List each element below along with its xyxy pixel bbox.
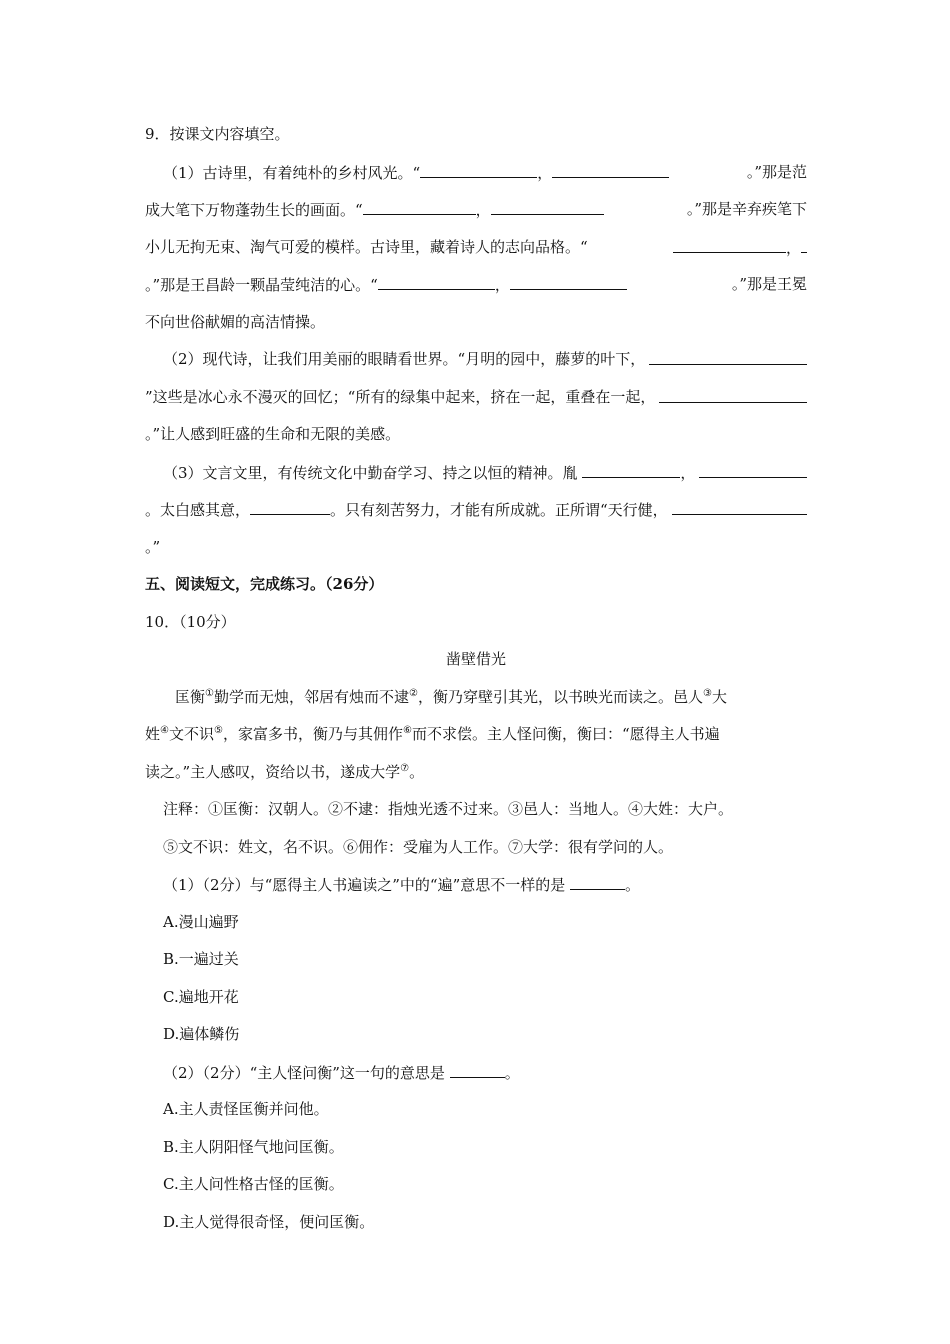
text: ， — [680, 463, 696, 482]
q9-p1-line4 — [145, 272, 807, 310]
text: 匡衡 — [175, 687, 206, 706]
passage-line1 — [145, 685, 807, 723]
text: 。”那是王昌龄一颗晶莹纯洁的心。“ — [145, 276, 378, 294]
q9-p1-line2 — [145, 197, 807, 235]
q9-p3-line1 — [145, 460, 807, 498]
text: 文不识 — [168, 725, 214, 743]
q9-p3-line2 — [145, 497, 807, 535]
text: 。太白感其意， — [145, 501, 251, 519]
text: 。 — [504, 1063, 520, 1082]
q9-p3-line3: 。” — [145, 537, 161, 556]
sub2-option-b[interactable]: B.主人阴阳怪气地问匡衡。 — [163, 1137, 344, 1156]
text: 而不求偿。主人怪问衡，衡曰：“愿得主人书遍 — [411, 725, 720, 743]
text: 。 — [409, 762, 425, 781]
sub1-option-c[interactable]: C.遍地开花 — [163, 987, 239, 1006]
sub2-stem — [145, 1060, 807, 1098]
q10-label: 10．（10分） — [145, 612, 236, 631]
fill-blank[interactable] — [491, 197, 604, 215]
fill-blank[interactable] — [699, 460, 807, 478]
sub1-option-b[interactable]: B.一遍过关 — [163, 950, 239, 968]
fill-blank[interactable] — [363, 197, 476, 215]
text: 。”那是辛弃疾笔下 — [686, 200, 807, 218]
section-heading: 五、阅读短文，完成练习。（26分） — [145, 575, 384, 593]
text: 大 — [711, 687, 727, 706]
fill-blank[interactable] — [672, 497, 807, 515]
text: 小儿无拘无束、淘气可爱的模样。古诗里，藏着诗人的志向品格。“ — [145, 237, 588, 256]
notes-line2: ⑤文不识：姓文，名不识。⑥佣作：受雇为人工作。⑦大学：很有学问的人。 — [163, 837, 674, 856]
footnote-mark: ⑥ — [402, 725, 412, 736]
answer-blank[interactable] — [570, 872, 625, 890]
q9-p2-line2 — [145, 385, 807, 423]
text: 。只有刻苦努力，才能有所成就。正所谓“天行健， — [330, 501, 668, 519]
fill-blank[interactable] — [552, 160, 669, 178]
text: ， — [475, 201, 491, 219]
sub1-stem — [145, 872, 807, 910]
fill-blank[interactable] — [250, 497, 330, 515]
text: ， — [494, 276, 510, 294]
q9-p1-line5: 不向世俗献媚的高洁情操。 — [145, 312, 326, 331]
passage-line3 — [145, 760, 807, 798]
fill-blank[interactable] — [649, 347, 807, 365]
text: 成大笔下万物蓬勃生长的画面。“ — [145, 201, 363, 219]
fill-blank[interactable] — [673, 235, 786, 253]
fill-blank[interactable] — [510, 272, 627, 290]
sub2-option-a[interactable]: A.主人责怪匡衡并问他。 — [163, 1100, 329, 1118]
passage-line2 — [145, 722, 807, 760]
text: 勤学而无烛，邻居有烛而不逮 — [213, 687, 409, 706]
text: （2）（2分）“主人怪问衡”这一句的意思是 — [163, 1063, 450, 1082]
fill-blank[interactable] — [378, 272, 495, 290]
fill-blank[interactable] — [582, 460, 680, 478]
page-content — [145, 122, 807, 1247]
text: （2）现代诗，让我们用美丽的眼睛看世界。“月明的园中，藤萝的叶下， — [163, 350, 646, 368]
sub2-option-d[interactable]: D.主人觉得很奇怪，便问匡衡。 — [163, 1212, 375, 1231]
footnote-mark: ① — [205, 687, 214, 699]
footnote-mark: ⑤ — [214, 725, 223, 736]
text: ”这些是冰心永不漫灭的回忆；“所有的绿集中起来，挤在一起，重叠在一起， — [145, 387, 656, 406]
text: ， — [785, 238, 801, 257]
text: ，衡乃穿壁引其光，以书映光而读之。邑人 — [417, 687, 703, 706]
text: 。”那是范 — [746, 162, 807, 181]
text: （1）古诗里，有着纯朴的乡村风光。“ — [163, 163, 421, 182]
q9-p2-line1 — [145, 347, 807, 385]
text: ，家富多书，衡乃与其佣作 — [222, 725, 403, 743]
answer-blank[interactable] — [450, 1060, 505, 1078]
sub2-option-c[interactable]: C.主人问性格古怪的匡衡。 — [163, 1175, 344, 1193]
text: ， — [537, 163, 553, 182]
sub1-option-a[interactable]: A.漫山遍野 — [163, 912, 239, 931]
text: 。 — [625, 876, 641, 894]
footnote-mark: ⑦ — [400, 762, 410, 774]
footnote-mark: ④ — [160, 725, 169, 736]
text: 。”那是王冕 — [731, 275, 807, 293]
q9-title: 9．按课文内容填空。 — [145, 125, 290, 143]
text: （1）（2分）与“愿得主人书遍读之”中的“遍”意思不一样的是 — [163, 876, 571, 894]
q9-p2-line3: 。”让人感到旺盛的生命和无限的美感。 — [145, 425, 401, 443]
q9-p1-line1 — [145, 160, 807, 198]
footnote-mark: ② — [409, 687, 418, 699]
passage-title: 凿壁借光 — [445, 650, 506, 668]
text: 姓 — [145, 725, 161, 743]
sub1-option-d[interactable]: D.遍体鳞伤 — [163, 1025, 240, 1043]
notes-line1: 注释：①匡衡：汉朝人。②不逮：指烛光透不过来。③邑人：当地人。④大姓：大户。 — [163, 800, 734, 818]
fill-blank[interactable] — [420, 160, 537, 178]
footnote-mark: ③ — [702, 687, 712, 699]
text: 读之。”主人感叹，资给以书，遂成大学 — [145, 762, 401, 781]
fill-blank[interactable] — [659, 385, 807, 403]
text: （3）文言文里，有传统文化中勤奋学习、持之以恒的精神。胤 — [163, 463, 578, 482]
q9-p1-line3 — [145, 235, 807, 273]
fill-blank[interactable] — [801, 235, 807, 253]
